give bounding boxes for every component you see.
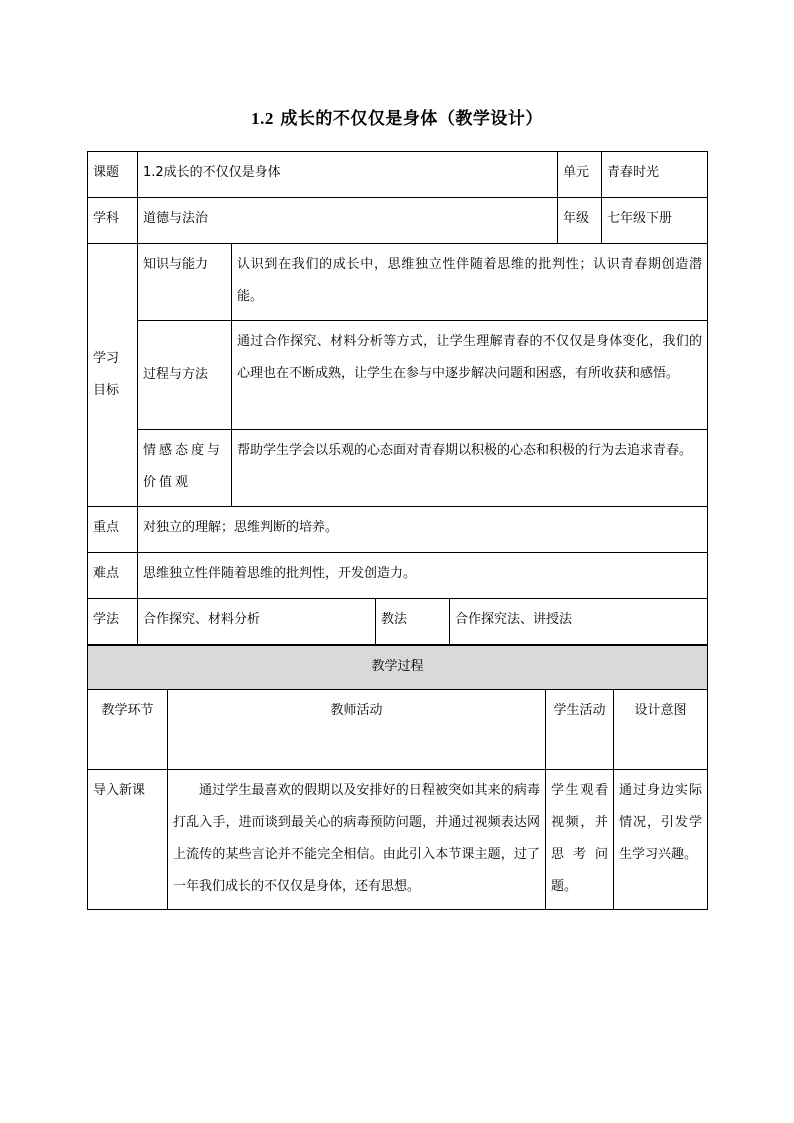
student-activity-cell: 学生观看视频，并思考问题。 <box>546 770 614 910</box>
key-point-value: 对独立的理解；思维判断的培养。 <box>138 507 708 553</box>
goal-label-process: 过程与方法 <box>138 321 232 430</box>
title-number: 1.2 <box>251 109 274 128</box>
goals-label <box>88 244 138 507</box>
teach-method-value: 合作探究法、讲授法 <box>450 599 708 645</box>
col-intent-header: 设计意图 <box>614 690 708 770</box>
goal-text-knowledge: 认识到在我们的成长中，思维独立性伴随着思维的批判性；认识青春期创造潜能。 <box>232 244 708 321</box>
grade-value: 七年级下册 <box>602 198 708 244</box>
subject-label: 学科 <box>88 198 138 244</box>
goal-text-emotion: 帮助学生学会以乐观的心态面对青春期以积极的心态和积极的行为去追求青春。 <box>232 430 708 507</box>
study-method-value: 合作探究、材料分析 <box>138 599 376 645</box>
topic-label: 课题 <box>88 152 138 198</box>
lesson-info-table <box>87 151 708 645</box>
goal-label-emotion: 情感态度与价值观 <box>138 430 232 507</box>
difficult-point-value: 思维独立性伴随着思维的批判性，开发创造力。 <box>138 553 708 599</box>
document-title <box>0 104 794 129</box>
key-point-label: 重点 <box>88 507 138 553</box>
design-intent-cell: 通过身边实际情况，引发学生学习兴趣。 <box>614 770 708 910</box>
goals-label-line1: 学习 <box>93 351 120 366</box>
table-row <box>88 770 708 910</box>
unit-label: 单元 <box>558 152 602 198</box>
goal-label-knowledge: 知识与能力 <box>138 244 232 321</box>
teaching-process-table <box>87 645 708 910</box>
col-teacher-header: 教师活动 <box>168 690 546 770</box>
study-method-label: 学法 <box>88 599 138 645</box>
goal-text-process: 通过合作探究、材料分析等方式，让学生理解青春的不仅仅是身体变化，我们的心理也在不断成熟，让学生在参与中逐步解决问题和困惑，有所收获和感悟。 <box>232 321 708 430</box>
process-header: 教学过程 <box>88 646 708 690</box>
unit-value: 青春时光 <box>602 152 708 198</box>
subject-value: 道德与法治 <box>138 198 558 244</box>
goals-label-line2: 目标 <box>93 383 120 398</box>
col-stage-header: 教学环节 <box>88 690 168 770</box>
col-student-header: 学生活动 <box>546 690 614 770</box>
topic-value: 1.2成长的不仅仅是身体 <box>138 152 558 198</box>
difficult-point-label: 难点 <box>88 553 138 599</box>
teacher-activity-cell: 通过学生最喜欢的假期以及安排好的日程被突如其来的病毒打乱入手，进而谈到最关心的病毒预防问题，并通过视频表达网上流传的某些言论并不能完全相信。由此引入本节课主题，过了一年我们成长的不仅仅是身体，还有思想。 <box>168 770 546 910</box>
title-text: 成长的不仅仅是身体（教学设计） <box>280 109 543 129</box>
grade-label: 年级 <box>558 198 602 244</box>
teach-method-label: 教法 <box>376 599 450 645</box>
stage-cell: 导入新课 <box>88 770 168 910</box>
